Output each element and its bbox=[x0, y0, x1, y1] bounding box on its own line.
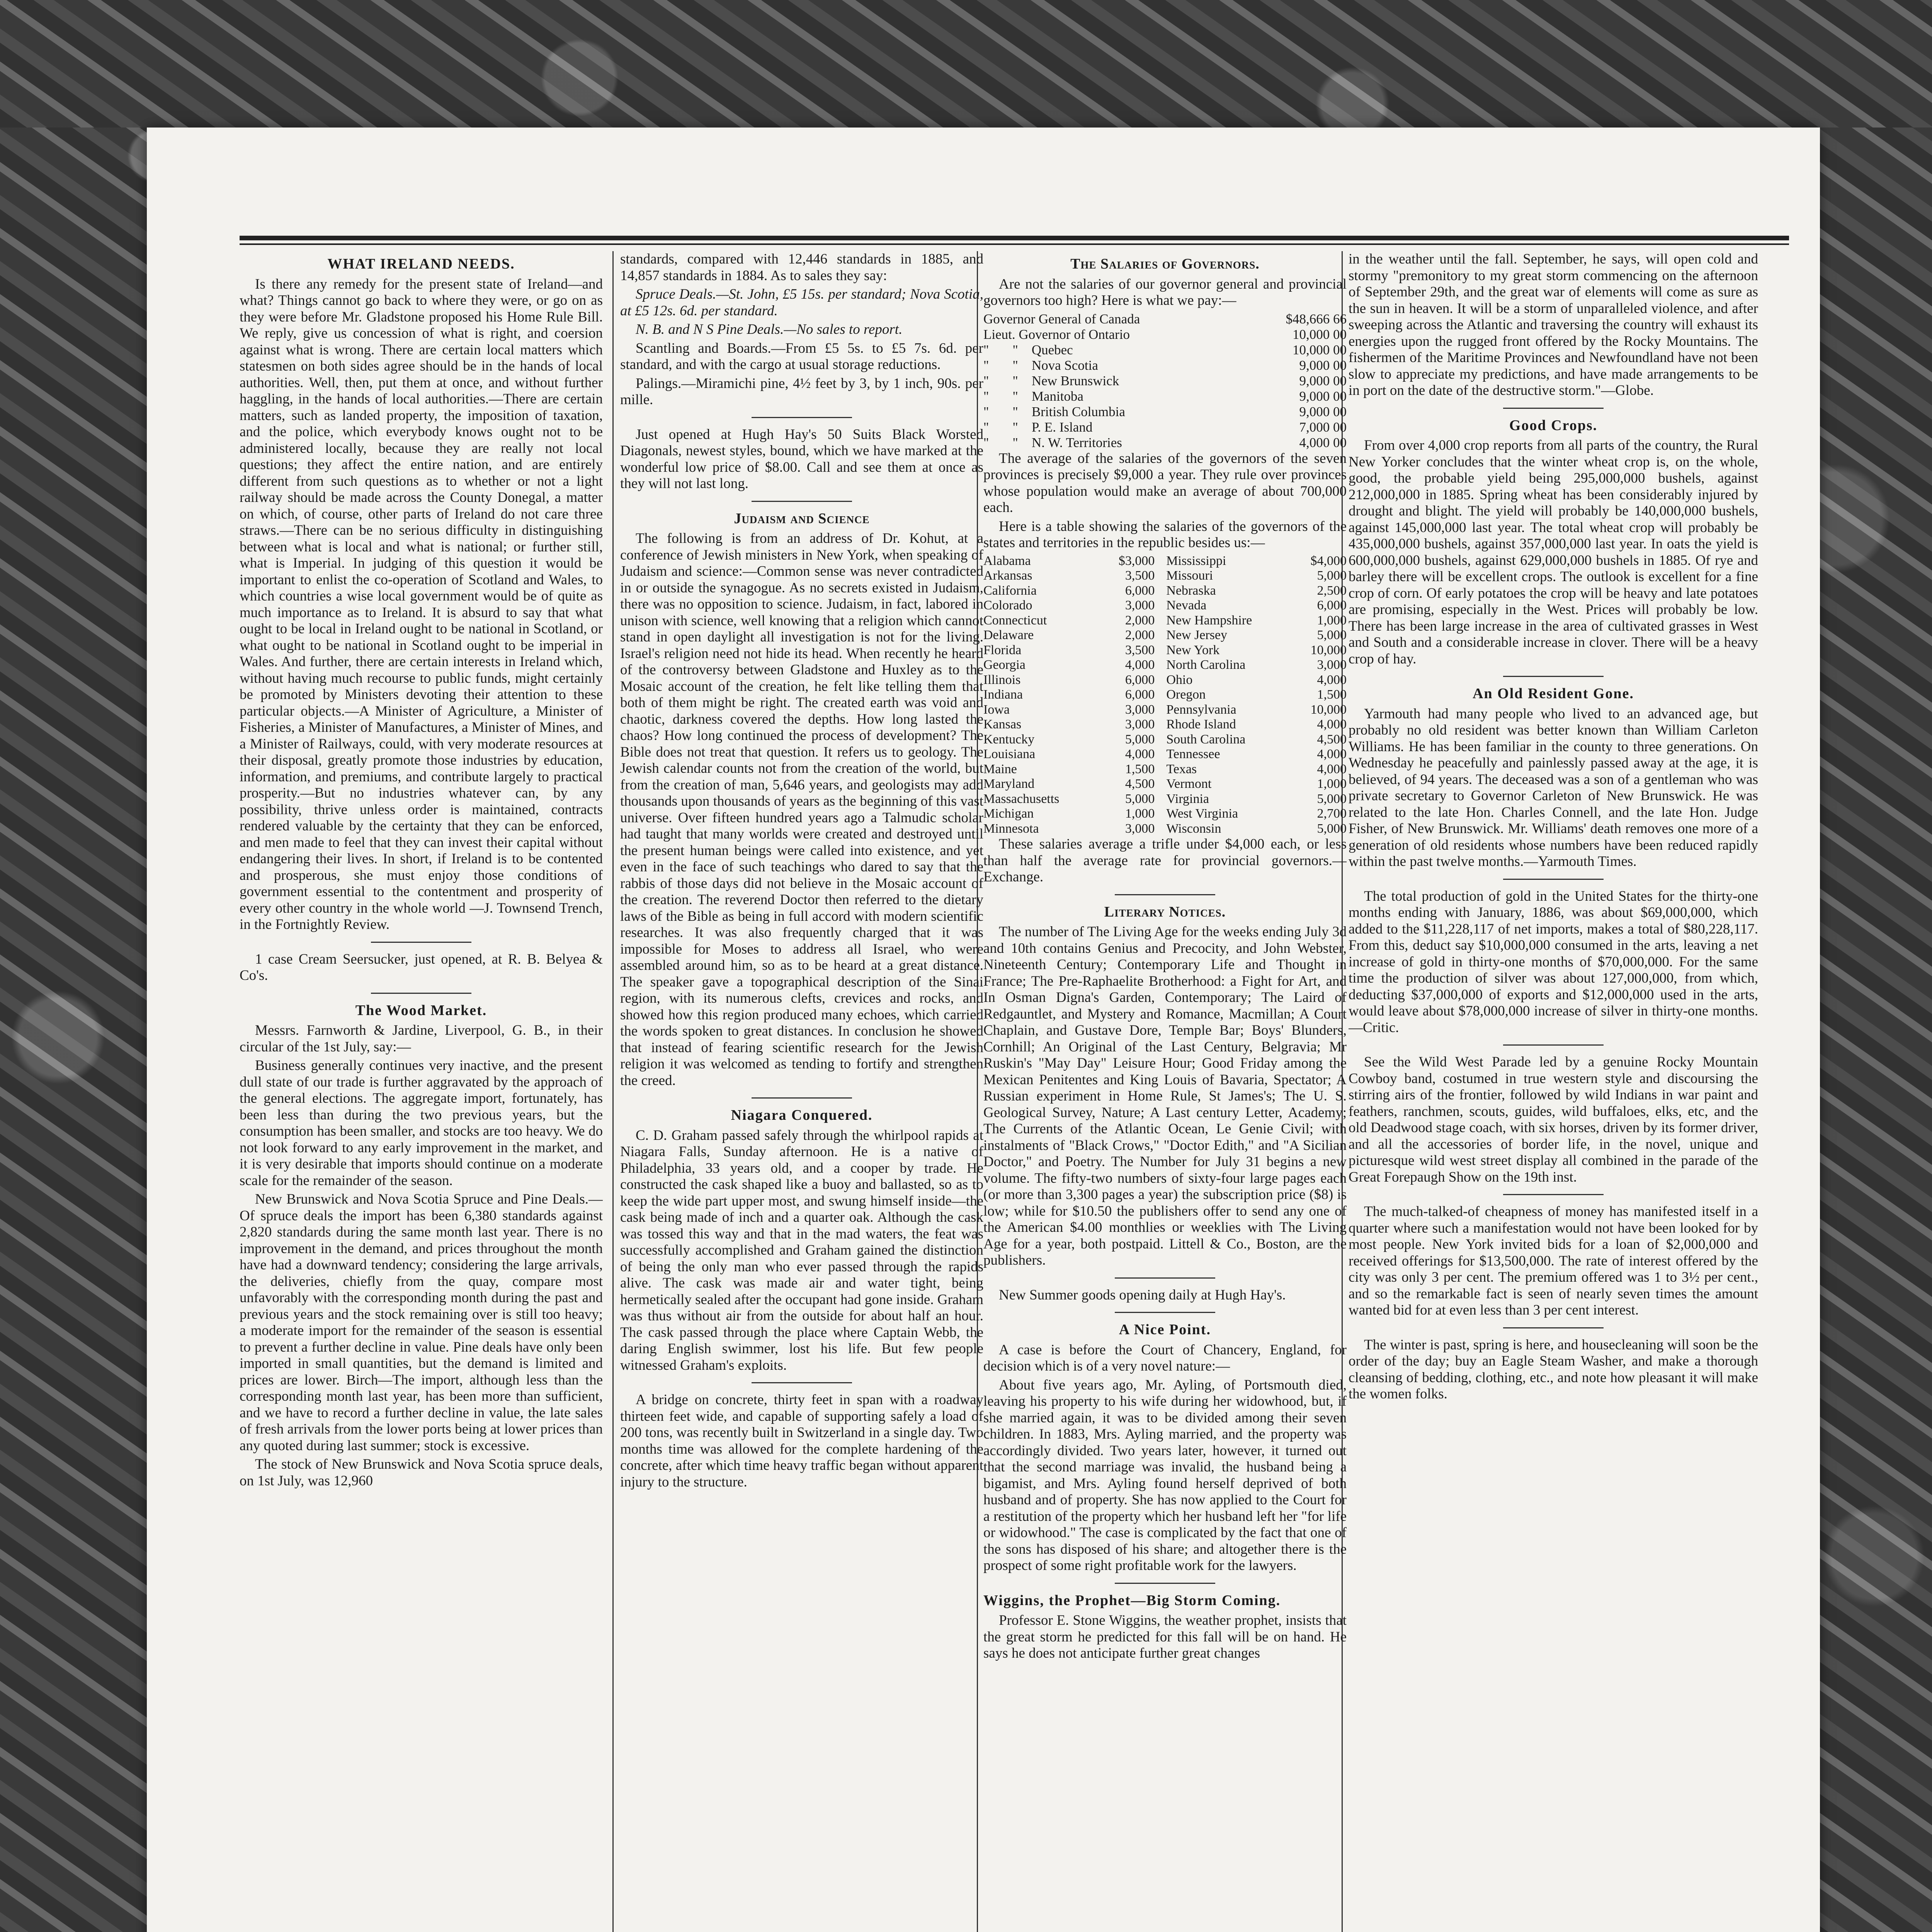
state-name: Massachusetts bbox=[983, 791, 1060, 806]
salaries-end: These salaries average a trifle under $4,000 each, or less than half the average rate for provincial governors.—Exchange. bbox=[983, 836, 1347, 885]
wood-paragraph: The stock of New Brunswick and Nova Scotia spruce deals, on 1st July, was 12,960 bbox=[240, 1456, 603, 1489]
state-salary: 6,000 bbox=[1317, 598, 1347, 612]
state-salary: 6,000 bbox=[1125, 687, 1155, 702]
state-name: Florida bbox=[983, 643, 1022, 657]
separator bbox=[1115, 1583, 1215, 1584]
state-row bbox=[983, 777, 1347, 792]
article-judaism: The following is from an address of Dr. Kohut, at a conference of Jewish ministers in New York, when speaking of Judaism and science:—Common sense was never contradicted in or outside the synagogue. As no secrets existed in Judaism, there was no opposition to science. Judaism, in fact, labored in unison with science, well knowing that a religion which cannot stand in open daylight all investigation is not for the living. Israel's religion need not hide its head. When recently he heard of the controversy between Gladstone and Huxley as to the Mosaic account of the creation, he felt like telling them that both of them might be right. The created earth was void and chaotic, darkness covered the depths. How long lasted the chaos? How long continued the process of development? The Bible does not treat that question. It refers us to geology. The Jewish calendar counts not from the creation of the world, but from the creation of man, 5,646 years, and geologists may add thousands upon thousands of years as the beginning of this vast universe. Over fifteen hundred years ago a Talmudic scholar had taught that many worlds were created and destroyed until the present human beings were called into existence, and yet even in the face of such teachings who dared to say that the rabbis of those days did not believe in the Mosaic account of the creation. The reverend Doctor then referred to the dietary laws of the Bible as being in full accord with modern scientific researches. It was also frequently charged that it was impossible for Moses to address all Israel, who were assembled around him, so as to be heard at a great distance. The speaker gave a topographical description of the Sinai region, with its numerous clefts, crevices and rocks, and showed how this region produced many echoes, which carried the words spoken to great distances. In conclusion he showed that instead of fearing scientific research for the Jewish religion it was welcomed as tending to fortify and strengthen the creed. bbox=[620, 531, 983, 1088]
wood-paragraph: Business generally continues very inactive, and the present dull state of our trade is further aggravated by the approach of the general elections. The aggregate import, fortunately, has been less than during the two previous years, but the consumption has been smaller, and stocks are too heavy. We do not look forward to any early improvement in the market, and it is very desirable that imports should continue on a moderate scale for the remainder of the season. bbox=[240, 1058, 603, 1189]
state-salary: 2,000 bbox=[1125, 628, 1155, 642]
column-2 bbox=[620, 251, 983, 1932]
state-salary: 1,000 bbox=[1317, 777, 1347, 791]
salary-amount: $48,666 66 bbox=[1286, 311, 1347, 327]
states-salaries-table bbox=[983, 554, 1347, 837]
state-salary: 4,000 bbox=[1317, 717, 1347, 731]
salary-label: " " British Columbia bbox=[983, 404, 1125, 419]
state-salary: 3,000 bbox=[1125, 717, 1155, 731]
separator bbox=[371, 993, 471, 994]
separator bbox=[752, 1097, 852, 1099]
headline-judaism: Judaism and Science bbox=[734, 510, 870, 527]
salary-label: Governor General of Canada bbox=[983, 311, 1140, 327]
salary-label: " " Manitoba bbox=[983, 388, 1083, 404]
salary-row bbox=[983, 327, 1347, 342]
state-name: Kentucky bbox=[983, 732, 1035, 747]
state-row bbox=[983, 643, 1347, 658]
state-name: North Carolina bbox=[1166, 658, 1246, 672]
marble-background-top bbox=[0, 0, 1932, 128]
state-salary: 1,500 bbox=[1317, 687, 1347, 702]
state-name: Indiana bbox=[983, 687, 1023, 702]
state-name: Delaware bbox=[983, 628, 1034, 642]
state-row bbox=[983, 583, 1347, 599]
state-name: Arkansas bbox=[983, 568, 1032, 583]
salary-row bbox=[983, 342, 1347, 358]
state-row bbox=[983, 658, 1347, 673]
wood-pine: N. B. and N S Pine Deals.—No sales to report. bbox=[636, 321, 903, 337]
state-row bbox=[983, 687, 1347, 702]
state-row bbox=[983, 598, 1347, 613]
header-rule bbox=[240, 236, 1789, 240]
salary-row bbox=[983, 358, 1347, 373]
column-1 bbox=[240, 251, 603, 1932]
state-name: Maryland bbox=[983, 777, 1035, 791]
salary-label: " " P. E. Island bbox=[983, 419, 1093, 435]
state-name: Rhode Island bbox=[1166, 717, 1236, 731]
header-rule-thin bbox=[240, 243, 1789, 245]
headline-wood-market: The Wood Market. bbox=[355, 1002, 487, 1019]
ad-steam-washer: The winter is past, spring is here, and housecleaning will soon be the order of the day; buy an Eagle Steam Washer, and make a thorough cleansing of bedding, clothing, etc., and note how pleasant it will make the women folks. bbox=[1349, 1337, 1758, 1402]
ad-worsted: Just opened at Hugh Hay's 50 Suits Black Worsted Diagonals, newest styles, bound, which we have marked at the wonderful low price of $8.00. Call and see them at once as they will not last long. bbox=[620, 426, 983, 492]
newspaper-page bbox=[147, 128, 1820, 1932]
separator bbox=[371, 942, 471, 943]
salary-label: " " New Brunswick bbox=[983, 373, 1119, 388]
state-row bbox=[983, 732, 1347, 747]
salary-amount: 10,000 00 bbox=[1293, 327, 1347, 342]
state-salary: 2,000 bbox=[1125, 613, 1155, 628]
salary-row bbox=[983, 373, 1347, 389]
headline-salaries: The Salaries of Governors. bbox=[1070, 256, 1260, 272]
state-salary: 10,000 bbox=[1310, 702, 1347, 717]
state-name: California bbox=[983, 583, 1037, 598]
state-name: Pennsylvania bbox=[1166, 702, 1236, 717]
state-salary: $4,000 bbox=[1310, 553, 1347, 568]
state-salary: 4,000 bbox=[1317, 747, 1347, 761]
salary-row bbox=[983, 435, 1347, 451]
state-name: New Jersey bbox=[1166, 628, 1227, 642]
separator bbox=[752, 501, 852, 502]
state-row bbox=[983, 806, 1347, 821]
state-salary: 2,700 bbox=[1317, 806, 1347, 821]
salary-amount: 7,000 00 bbox=[1299, 419, 1347, 435]
state-name: Alabama bbox=[983, 553, 1031, 568]
state-row bbox=[983, 821, 1347, 837]
state-salary: 3,000 bbox=[1125, 702, 1155, 717]
state-name: Maine bbox=[983, 762, 1017, 776]
wood-paragraph: New Brunswick and Nova Scotia Spruce and Pine Deals.—Of spruce deals the import has been 6,380 standards against 2,820 standards during the same month last year. There is no improvement in the demand, and prices throughout the month have had a downward tendency; considering the large arrivals, the deliveries, chiefly from the quay, compare most unfavorably with the corresponding month during the past and previous years and the stock remaining over is still too heavy; a moderate import for the remainder of the season is essential to prevent a further decline in value. Pine deals have only been imported in small quantities, but the demand is limited and prices are lower. Birch—The import, although less than the corresponding month last year, has been more than sufficient, and we have to record a further decline in value, the late sales of fresh arrivals from the lower ports being at lower prices than any quoted during last summer; stock is excessive. bbox=[240, 1191, 603, 1454]
state-salary: 5,000 bbox=[1317, 821, 1347, 836]
state-row bbox=[983, 628, 1347, 643]
state-salary: 10,000 bbox=[1310, 643, 1347, 657]
headline-nice-point: A Nice Point. bbox=[1119, 1321, 1211, 1338]
state-salary: 1,000 bbox=[1317, 613, 1347, 628]
article-money: The much-talked-of cheapness of money has manifested itself in a quarter where such a manifestation would not have been looked for by most people. New York invited bids for a loan of $2,000,000 and received offerings for $13,500,000. The rate of interest offered by the city was only 3 per cent. The premium offered was 1 to 3½ per cent., and so the remarkable fact is seen of nearly seven times the amount wanted bid for at even less than 3 per cent interest. bbox=[1349, 1204, 1758, 1318]
separator bbox=[1115, 894, 1215, 895]
state-name: Nebraska bbox=[1166, 583, 1216, 598]
state-name: Iowa bbox=[983, 702, 1010, 717]
state-salary: 4,000 bbox=[1125, 747, 1155, 761]
salary-label: " " Quebec bbox=[983, 342, 1073, 357]
headline-good-crops: Good Crops. bbox=[1509, 417, 1598, 434]
separator bbox=[752, 1382, 852, 1383]
state-name: Virginia bbox=[1166, 791, 1209, 806]
salary-label: " " Nova Scotia bbox=[983, 357, 1098, 373]
wood-spruce: Spruce Deals.—St. John, £5 15s. per standard; Nova Scotia, at £5 12s. 6d. per standard. bbox=[620, 286, 983, 319]
state-row bbox=[983, 717, 1347, 732]
state-salary: 3,500 bbox=[1125, 568, 1155, 583]
state-name: Michigan bbox=[983, 806, 1034, 821]
state-salary: 5,000 bbox=[1317, 791, 1347, 806]
wood-paragraph: Messrs. Farnworth & Jardine, Liverpool, G. B., in their circular of the 1st July, say:— bbox=[240, 1022, 603, 1055]
article-wiggins: Professor E. Stone Wiggins, the weather prophet, insists that the great storm he predicted for this fall will be on hand. He says he does not anticipate further great changes bbox=[983, 1612, 1347, 1661]
salary-amount: 9,000 00 bbox=[1299, 388, 1347, 404]
state-salary: 3,000 bbox=[1125, 598, 1155, 612]
state-row bbox=[983, 747, 1347, 762]
separator bbox=[1115, 1312, 1215, 1313]
state-name: Vermont bbox=[1166, 777, 1212, 791]
state-name: Illinois bbox=[983, 672, 1021, 687]
state-name: Wisconsin bbox=[1166, 821, 1221, 836]
salary-label: " " N. W. Territories bbox=[983, 435, 1122, 450]
wood-continued: standards, compared with 12,446 standards in 1885, and 14,857 standards in 1884. As to sales they say: bbox=[620, 251, 983, 284]
state-salary: 4,000 bbox=[1317, 762, 1347, 776]
article-resident: Yarmouth had many people who lived to an advanced age, but probably no old resident was better known than William Carleton Williams. He has been familiar in the county to three generations. On Wednesday he peacefully and painlessly passed away at the age, it is believed, of 94 years. The deceased was a son of a gentleman who was private secretary to Governor Carleton of New Brunswick. He was related to the late Hon. Charles Connell, and the late Hon. Judge Fisher, of New Brunswick. Mr. Williams' death removes one more of a generation of old residents whose numbers have been reduced rapidly within the past twelve months.—Yarmouth Times. bbox=[1349, 706, 1758, 869]
separator bbox=[1503, 1194, 1604, 1195]
headline-literary: Literary Notices. bbox=[1104, 903, 1226, 920]
article-ireland: Is there any remedy for the present state of Ireland—and what? Things cannot go back to where they were, or go on as they were before Mr. Gladstone proposed his Home Rule Bill. We reply, give us concession of what is right, and coersion against what is wrong. There are certain local matters which statesmen on both sides agree should be in the hands of local authorities. Well, then, put them at once, and without further haggling, in the hands of local authorities.—There are certain matters, such as landed property, the imposition of taxation, and the police, which everybody knows ought not to be administered locally, because they are really not local questions; they affect the entire nation, and are entirely different from such questions as to whether or not a light railway should be made across the County Donegal, a matter on which, of course, other parts of Ireland do not care three straws.—There can be no serious difficulty in distinguishing between what is local and what is national; or further still, what is Imperial. In judging of this question it would be important to enlist the co-operation of Scotland and Wales, to which countries a wise local government would be of quite as much importance as to Ireland. It is absurd to say that what ought to be local in Ireland ought to be national in Scotland, or what ought to be national in Scotland ought to be imperial in Wales. And further, there are certain interests in Ireland which, without having much recourse to public funds, might certainly be promoted by Ministers devoting their attention to these particular objects.—A Minister of Agriculture, a Minister of Fisheries, a Minister of Manufactures, a Minister of Mines, and a Minister of Railways, could, with very moderate resources at their disposal, greatly promote those industries by education, information, and premiums, and contribute largely to practical prosperity.—But no industries whatever can, by any possibility, thrive unless order is maintained, contracts rendered valuable by the certainty that they can be enforced, and men made to feel that they can invest their capital without endangering their lives. In short, if Ireland is to be contented and prosperous, she must enjoy those conditions of government essential to the contentment and prosperity of every other country in the whole world —J. Townsend Trench, in the Fortnightly Review. bbox=[240, 276, 603, 932]
article-niagara: C. D. Graham passed safely through the whirlpool rapids at Niagara Falls, Sunday afternoon. He is a native of Philadelphia, 33 years old, and a cooper by trade. He constructed the cask shaped like a buoy and ballasted, so as to keep the wide part upper most, and swung himself inside—the cask being made of inch and a quarter oak. Although the cask was tossed this way and that in the mad waters, the feat was successfully accomplished and Graham gained the distinction of being the only man who ever passed through the rapids alive. The cask was made air and water tight, being hermetically sealed after the occupant had gone inside. Graham was thus without air from the outside for about half an hour. The cask passed through the place where Captain Webb, the daring English swimmer, lost his life. But few people witnessed Graham's exploits. bbox=[620, 1127, 983, 1373]
state-salary: 5,000 bbox=[1125, 791, 1155, 806]
separator bbox=[1503, 879, 1604, 880]
state-name: Oregon bbox=[1166, 687, 1206, 702]
salary-amount: 10,000 00 bbox=[1293, 342, 1347, 357]
state-row bbox=[983, 568, 1347, 583]
headline-niagara: Niagara Conquered. bbox=[731, 1107, 873, 1123]
state-salary: 5,000 bbox=[1317, 628, 1347, 642]
salary-amount: 9,000 00 bbox=[1299, 404, 1347, 419]
salary-amount: 9,000 00 bbox=[1299, 357, 1347, 373]
salaries-intro: Are not the salaries of our governor general and provincial governors too high? Here is what we pay:— bbox=[983, 276, 1347, 308]
salary-row bbox=[983, 404, 1347, 420]
separator bbox=[1503, 408, 1604, 409]
separator bbox=[1503, 1044, 1604, 1046]
state-salary: 4,500 bbox=[1317, 732, 1347, 747]
separator bbox=[1503, 676, 1604, 677]
separator bbox=[752, 417, 852, 418]
state-name: Nevada bbox=[1166, 598, 1207, 612]
salary-amount: 4,000 00 bbox=[1299, 435, 1347, 450]
states-intro: Here is a table showing the salaries of the governors of the states and territories in the republic besides us:— bbox=[983, 518, 1347, 551]
salary-row bbox=[983, 311, 1347, 327]
state-salary: 1,000 bbox=[1125, 806, 1155, 821]
state-name: South Carolina bbox=[1166, 732, 1246, 747]
state-name: West Virginia bbox=[1166, 806, 1238, 821]
state-name: Georgia bbox=[983, 658, 1026, 672]
salaries-average: The average of the salaries of the governors of the seven provinces is precisely $9,000 a year. They rule over provinces whose population would make an average of about 700,000 each. bbox=[983, 450, 1347, 515]
state-row bbox=[983, 554, 1347, 569]
headline-ireland: WHAT IRELAND NEEDS. bbox=[327, 256, 515, 272]
state-name: New York bbox=[1166, 643, 1220, 657]
state-name: Minnesota bbox=[983, 821, 1039, 836]
state-name: Kansas bbox=[983, 717, 1022, 731]
salary-row bbox=[983, 389, 1347, 404]
state-salary: 6,000 bbox=[1125, 583, 1155, 598]
state-salary: 2,500 bbox=[1317, 583, 1347, 598]
headline-old-resident: An Old Resident Gone. bbox=[1473, 685, 1634, 702]
column-3 bbox=[983, 251, 1347, 1932]
state-salary: 4,500 bbox=[1125, 777, 1155, 791]
salary-amount: 9,000 00 bbox=[1299, 373, 1347, 388]
state-salary: 3,500 bbox=[1125, 643, 1155, 657]
state-name: New Hampshire bbox=[1166, 613, 1252, 628]
article-crops: From over 4,000 crop reports from all parts of the country, the Rural New Yorker concludes that the winter wheat crop is, on the whole, good, the probable yield being 295,000,000 bushels, against 212,000,000 in 1885. Spring wheat has been considerably injured by drought and blight. The yield will probably be 140,000,000 bushels, against 145,000,000 last year. The total wheat crop will probably be 435,000,000 bushels, against 357,000,000 last year. In oats the yield is 600,000,000 bushels, against 629,000,000 bushels in 1885. Of rye and barley there will be excellent crops. The outlook is excellent for a fine crop of corn. Of early potatoes the crop will be heavy and late potatoes are promising, especially in the West. Prices will probably be low. There has been large increase in the area of cultivated grasses in West and South and a considerable increase in clover. There will be a heavy crop of hay. bbox=[1349, 437, 1758, 667]
state-row bbox=[983, 613, 1347, 628]
wiggins-continued: in the weather until the fall. September, he says, will open cold and stormy "premonitory to my great storm commencing on the afternoon of September 29th, and the great war of elements will come as sure as the sun in heaven. It will be a storm of unparalleled violence, and after sweeping across the Atlantic and traversing the country will exhaust its energies upon the rugged front offered by the Rocky Mountains. The fishermen of the Maritime Provinces and Newfoundland have not been slow to appreciate my predictions, and have made arrangements to be in port on the date of the destructive storm."—Globe. bbox=[1349, 251, 1758, 398]
article-literary: The number of The Living Age for the weeks ending July 3d and 10th contains Genius and Precocity, and John Webster, Nineteenth Century; Contemporary Life and Thought in France; The Pre-Raphaelite Brotherhood: a Fight for Art, and In Osman Digna's Garden, Contemporary; The Laird of Redgauntlet, and Mystery and Romance, Macmillan; A Court Chaplain, and Gustave Dore, Temple Bar; Boys' Blunders, Cornhill; An Original of the Last Century, Belgravia; Mr Ruskin's "May Day" Leisure Hour; Good Friday among the Mexican Penitentes and King Louis of Bavaria, Spectator; A Russian experiment in Home Rule, St James's; The U. S. Geological Survey, Nature; A Last century Letter, Academy; The Currents of the Atlantic Ocean, Le Genie Civil; with instalments of "Black Crows," "Doctor Edith," and "A Sicilian Doctor," and Poetry. The Number for July 31 begins a new volume. The fifty-two numbers of sixty-four large pages each (or more than 3,300 pages a year) the subscription price ($8) is low; while for $10.50 the publishers offer to send any one of the American $4.00 monthlies or weeklies with The Living Age for a year, both postpaid. Littell & Co., Boston, are the publishers. bbox=[983, 924, 1347, 1268]
separator bbox=[1115, 1277, 1215, 1279]
ad-seersucker: 1 case Cream Seersucker, just opened, at R. B. Belyea & Co's. bbox=[240, 951, 603, 983]
ad-summer-goods: New Summer goods opening daily at Hugh Hay's. bbox=[999, 1287, 1286, 1303]
state-name: Texas bbox=[1166, 762, 1197, 776]
separator bbox=[1503, 1327, 1604, 1328]
state-name: Mississippi bbox=[1166, 553, 1226, 568]
state-row bbox=[983, 792, 1347, 807]
canada-salaries-table bbox=[983, 311, 1347, 451]
state-salary: 5,000 bbox=[1317, 568, 1347, 583]
article-bridge: A bridge on concrete, thirty feet in span with a roadway thirteen feet wide, and capable of supporting safely a load of 200 tons, was recently built in Switzerland in a single day. Two months time was allowed for the complete hardening of the concrete, after which time heavy traffic began without apparent injury to the structure. bbox=[620, 1392, 983, 1490]
state-row bbox=[983, 673, 1347, 688]
state-salary: 4,000 bbox=[1317, 672, 1347, 687]
wood-scantling: Scantling and Boards.—From £5 5s. to £5 7s. 6d. per standard, and with the cargo at usual storage reductions. bbox=[620, 340, 983, 372]
state-row bbox=[983, 762, 1347, 777]
state-salary: 6,000 bbox=[1125, 672, 1155, 687]
salary-row bbox=[983, 420, 1347, 435]
state-row bbox=[983, 702, 1347, 718]
state-name: Connecticut bbox=[983, 613, 1047, 628]
state-name: Ohio bbox=[1166, 672, 1193, 687]
point-body: About five years ago, Mr. Ayling, of Portsmouth died, leaving his property to his wife during her widowhood, but, if she married again, it was to be divided among their seven children. In 1883, Mrs. Ayling married, and the property was accordingly divided. Two years later, however, it turned out that the second marriage was invalid, the husband being a bigamist, and Mrs. Ayling found herself deprived of both husband and of property. She has now applied to the Court for a restitution of the property which her husband left her "for life or widowhood." The case is complicated by the fact that one of the sons has disposed of his share; and altogether there is the prospect of some right profitable work for the lawyers. bbox=[983, 1377, 1347, 1573]
column-rule bbox=[612, 251, 614, 1932]
state-name: Missouri bbox=[1166, 568, 1213, 583]
state-name: Tennessee bbox=[1166, 747, 1220, 761]
state-salary: 3,000 bbox=[1317, 658, 1347, 672]
article-gold: The total production of gold in the United States for the thirty-one months ending with January, 1886, was about $69,000,000, which added to the $11,228,117 of net imports, makes a total of $80,228,117. From this, deduct say $10,000,000 consumed in the arts, leaving a net increase of gold in thirty-one months of $70,000,000. For the same time the production of silver was about 127,000,000, from which, deducting $37,000,000 of exports and $12,000,000 used in the arts, would leave about $78,000,000 increase of silver in thirty-one months.—Critic. bbox=[1349, 888, 1758, 1036]
state-salary: $3,000 bbox=[1118, 553, 1155, 568]
marble-background-left bbox=[0, 128, 147, 1932]
wood-palings: Palings.—Miramichi pine, 4½ feet by 3, by 1 inch, 90s. per mille. bbox=[620, 375, 983, 408]
state-name: Louisiana bbox=[983, 747, 1036, 761]
headline-wiggins: Wiggins, the Prophet—Big Storm Coming. bbox=[983, 1592, 1281, 1609]
ad-wild-west: See the Wild West Parade led by a genuine Rocky Mountain Cowboy band, costumed in true western style and discoursing the stirring airs of the frontier, followed by wild Indians in war paint and feathers, ranchmen, scouts, guides, wild buffaloes, elks, etc, and the old Deadwood stage coach, with six horses, driven by its former driver, and all the accessories of border life, in the novel, unique and picturesque wild west street display all combined in the parade of the Great Forepaugh Show on the 19th inst. bbox=[1349, 1054, 1758, 1185]
state-salary: 5,000 bbox=[1125, 732, 1155, 747]
salary-label: Lieut. Governor of Ontario bbox=[983, 327, 1130, 342]
state-name: Colorado bbox=[983, 598, 1032, 612]
state-salary: 4,000 bbox=[1125, 658, 1155, 672]
state-salary: 3,000 bbox=[1125, 821, 1155, 836]
state-salary: 1,500 bbox=[1125, 762, 1155, 776]
column-4 bbox=[1349, 251, 1758, 1932]
marble-background-right bbox=[1820, 128, 1932, 1932]
point-intro: A case is before the Court of Chancery, England, for decision which is of a very novel nature:— bbox=[983, 1342, 1347, 1374]
